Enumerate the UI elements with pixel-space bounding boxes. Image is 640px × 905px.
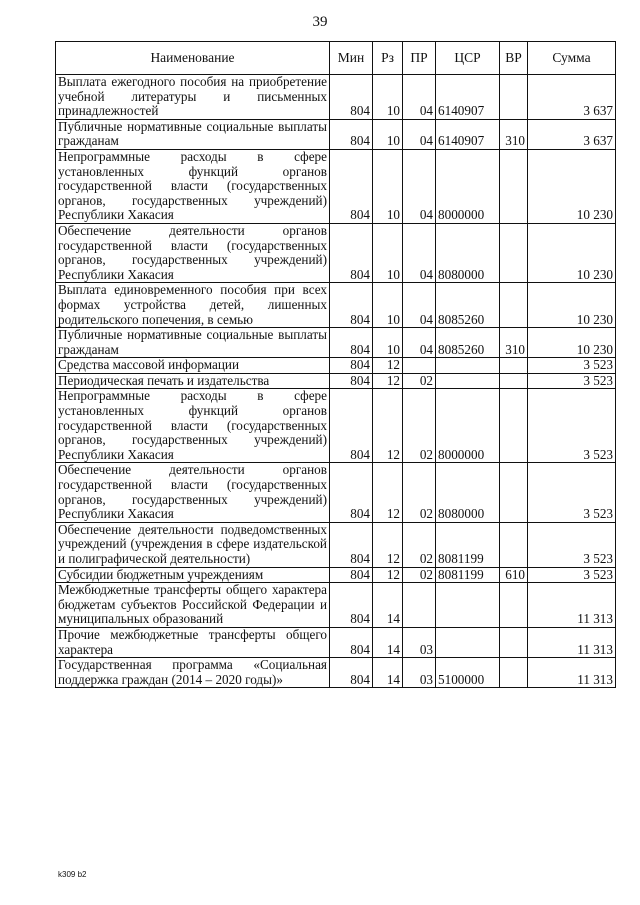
cell-name: Субсидии бюджетным учреждениям	[56, 567, 330, 583]
cell-sum: 3 637	[528, 119, 616, 149]
cell-sum: 10 230	[528, 328, 616, 358]
cell-rz: 14	[373, 658, 403, 688]
cell-vr	[500, 463, 528, 522]
table-body	[56, 75, 616, 688]
table-row	[56, 627, 616, 657]
cell-rz: 14	[373, 627, 403, 657]
cell-min: 804	[330, 149, 373, 223]
cell-name: Выплата ежегодного пособия на приобретение учебной литературы и письменных принадлежностей	[56, 75, 330, 120]
cell-min: 804	[330, 583, 373, 628]
cell-csr: 8080000	[436, 463, 500, 522]
cell-min: 804	[330, 119, 373, 149]
cell-min: 804	[330, 389, 373, 463]
cell-csr	[436, 373, 500, 389]
cell-pr: 02	[403, 373, 436, 389]
header-name: Наименование	[56, 42, 330, 75]
cell-name: Публичные нормативные социальные выплаты гражданам	[56, 119, 330, 149]
cell-pr: 03	[403, 627, 436, 657]
cell-sum: 11 313	[528, 658, 616, 688]
cell-min: 804	[330, 567, 373, 583]
cell-vr: 310	[500, 328, 528, 358]
cell-pr: 04	[403, 119, 436, 149]
table-row	[56, 328, 616, 358]
cell-min: 804	[330, 463, 373, 522]
cell-rz: 12	[373, 567, 403, 583]
cell-vr	[500, 522, 528, 567]
table-row	[56, 358, 616, 374]
cell-rz: 12	[373, 522, 403, 567]
header-vr: ВР	[500, 42, 528, 75]
cell-name: Прочие межбюджетные трансферты общего характера	[56, 627, 330, 657]
cell-csr: 8081199	[436, 567, 500, 583]
table-row	[56, 75, 616, 120]
cell-sum: 3 523	[528, 373, 616, 389]
cell-sum: 3 523	[528, 463, 616, 522]
table-header-row	[56, 42, 616, 75]
cell-csr: 6140907	[436, 75, 500, 120]
table-row	[56, 522, 616, 567]
cell-rz: 10	[373, 119, 403, 149]
cell-sum: 11 313	[528, 583, 616, 628]
cell-csr	[436, 627, 500, 657]
cell-vr	[500, 583, 528, 628]
cell-csr: 8085260	[436, 283, 500, 328]
cell-min: 804	[330, 522, 373, 567]
cell-rz: 10	[373, 283, 403, 328]
cell-min: 804	[330, 658, 373, 688]
cell-vr	[500, 373, 528, 389]
cell-vr	[500, 627, 528, 657]
cell-csr: 8000000	[436, 149, 500, 223]
cell-pr: 03	[403, 658, 436, 688]
cell-vr: 610	[500, 567, 528, 583]
cell-name: Обеспечение деятельности органов государственной власти (государственных органов, государственных учреждений) Республики Хакасия	[56, 223, 330, 282]
cell-pr: 04	[403, 75, 436, 120]
cell-name: Публичные нормативные социальные выплаты гражданам	[56, 328, 330, 358]
cell-pr: 04	[403, 283, 436, 328]
cell-name: Обеспечение деятельности подведомственных учреждений (учреждения в сфере издательской и полиграфической деятельности)	[56, 522, 330, 567]
cell-csr	[436, 358, 500, 374]
cell-sum: 3 523	[528, 567, 616, 583]
cell-min: 804	[330, 373, 373, 389]
cell-sum: 3 637	[528, 75, 616, 120]
cell-name: Непрограммные расходы в сфере установленных функций органов государственной власти (государственных органов, государственных учреждений) Республики Хакасия	[56, 149, 330, 223]
header-csr: ЦСР	[436, 42, 500, 75]
header-sum: Сумма	[528, 42, 616, 75]
cell-pr	[403, 358, 436, 374]
cell-sum: 10 230	[528, 149, 616, 223]
cell-csr: 5100000	[436, 658, 500, 688]
cell-csr: 8080000	[436, 223, 500, 282]
table-row	[56, 567, 616, 583]
table-row	[56, 583, 616, 628]
cell-rz: 12	[373, 463, 403, 522]
cell-min: 804	[330, 627, 373, 657]
header-min: Мин	[330, 42, 373, 75]
cell-sum: 11 313	[528, 627, 616, 657]
cell-csr: 6140907	[436, 119, 500, 149]
cell-sum: 10 230	[528, 283, 616, 328]
cell-name: Межбюджетные трансферты общего характера бюджетам субъектов Российской Федерации и муниципальных образований	[56, 583, 330, 628]
cell-vr	[500, 389, 528, 463]
cell-vr	[500, 75, 528, 120]
cell-name: Средства массовой информации	[56, 358, 330, 374]
page-number: 39	[312, 14, 328, 30]
cell-rz: 12	[373, 358, 403, 374]
cell-pr	[403, 583, 436, 628]
cell-csr: 8085260	[436, 328, 500, 358]
cell-vr	[500, 658, 528, 688]
table-row	[56, 389, 616, 463]
cell-pr: 02	[403, 567, 436, 583]
cell-pr: 02	[403, 463, 436, 522]
footer-code: k309 b2	[58, 870, 87, 879]
cell-min: 804	[330, 223, 373, 282]
cell-vr	[500, 223, 528, 282]
cell-rz: 10	[373, 223, 403, 282]
cell-name: Выплата единовременного пособия при всех формах устройства детей, лишенных родительского попечения, в семью	[56, 283, 330, 328]
cell-sum: 3 523	[528, 389, 616, 463]
cell-rz: 10	[373, 75, 403, 120]
cell-vr	[500, 358, 528, 374]
table-row	[56, 283, 616, 328]
cell-rz: 12	[373, 373, 403, 389]
cell-name: Обеспечение деятельности органов государственной власти (государственных органов, государственных учреждений) Республики Хакасия	[56, 463, 330, 522]
cell-vr	[500, 283, 528, 328]
cell-name: Государственная программа «Социальная поддержка граждан (2014 – 2020 годы)»	[56, 658, 330, 688]
cell-vr	[500, 149, 528, 223]
cell-rz: 12	[373, 389, 403, 463]
cell-name: Периодическая печать и издательства	[56, 373, 330, 389]
table-row	[56, 463, 616, 522]
budget-table	[55, 41, 616, 688]
cell-rz: 10	[373, 149, 403, 223]
cell-csr: 8000000	[436, 389, 500, 463]
cell-pr: 04	[403, 149, 436, 223]
table-row	[56, 119, 616, 149]
table-row	[56, 373, 616, 389]
cell-pr: 04	[403, 223, 436, 282]
cell-rz: 10	[373, 328, 403, 358]
cell-vr: 310	[500, 119, 528, 149]
cell-pr: 02	[403, 389, 436, 463]
table-row	[56, 223, 616, 282]
cell-sum: 3 523	[528, 358, 616, 374]
cell-name: Непрограммные расходы в сфере установленных функций органов государственной власти (государственных органов, государственных учреждений) Республики Хакасия	[56, 389, 330, 463]
cell-sum: 3 523	[528, 522, 616, 567]
cell-sum: 10 230	[528, 223, 616, 282]
cell-csr: 8081199	[436, 522, 500, 567]
header-pr: ПР	[403, 42, 436, 75]
cell-csr	[436, 583, 500, 628]
cell-rz: 14	[373, 583, 403, 628]
header-rz: Рз	[373, 42, 403, 75]
cell-min: 804	[330, 328, 373, 358]
cell-pr: 02	[403, 522, 436, 567]
cell-min: 804	[330, 75, 373, 120]
cell-pr: 04	[403, 328, 436, 358]
table-row	[56, 658, 616, 688]
table-row	[56, 149, 616, 223]
cell-min: 804	[330, 358, 373, 374]
cell-min: 804	[330, 283, 373, 328]
